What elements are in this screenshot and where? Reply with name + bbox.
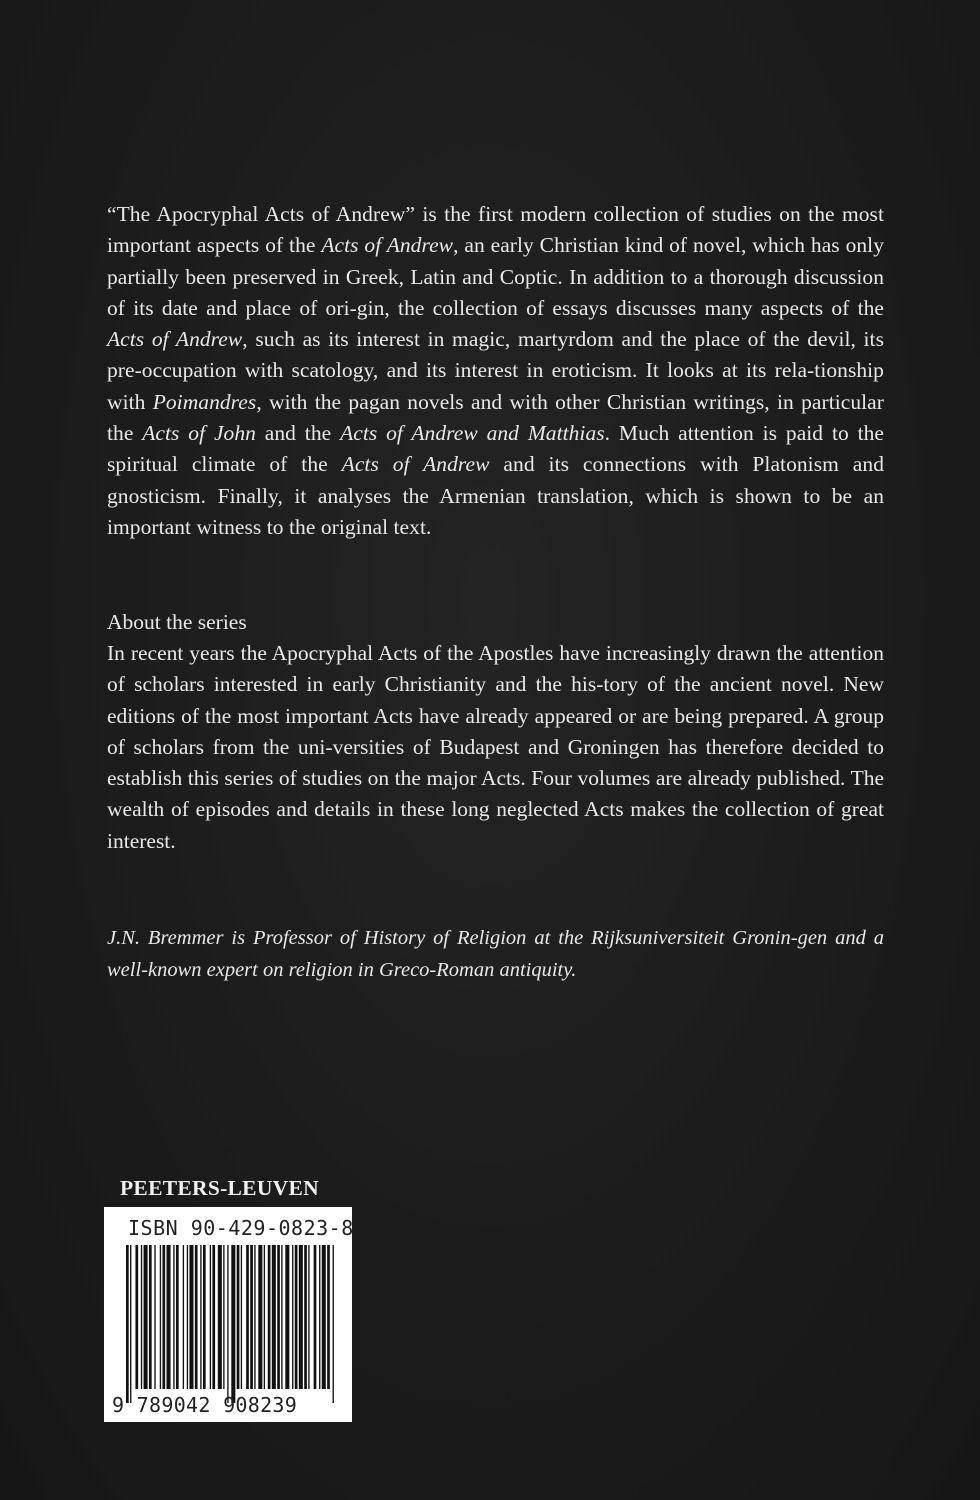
description-text: . Much attention is paid to the spiritual climate of the — [107, 421, 885, 477]
barcode-bar — [277, 1245, 280, 1389]
barcode-bar — [144, 1245, 148, 1389]
description-text: and the — [255, 421, 341, 446]
barcode-icon — [104, 1207, 352, 1422]
title-acts-of-andrew-and-matthias: Acts of Andrew and Matthias — [340, 421, 605, 446]
barcode-bar — [327, 1245, 330, 1389]
author-bio: J.N. Bremmer is Professor of History of Religion at the Rijksuniversiteit Gronin-gen and a well-known expert on religion in Greco-Roman antiquity. — [107, 927, 884, 981]
barcode-bar — [308, 1245, 309, 1389]
description-text: , such as its interest in magic, martyrdom and the place of the devil, its pre-occupation with scatology, and its interest in eroticism. It looks at its rela-tionship with — [107, 327, 885, 414]
barcode-bar — [154, 1245, 155, 1389]
barcode-bar — [295, 1245, 298, 1389]
barcode-bar — [167, 1245, 171, 1389]
barcode-bar — [299, 1245, 303, 1389]
barcode-bar — [246, 1245, 249, 1389]
barcode-bar — [254, 1245, 255, 1389]
barcode-bar — [319, 1245, 320, 1389]
barcode-bar — [223, 1245, 224, 1389]
description-text: , with the pagan novels and with other Christian writings, in particular the — [107, 389, 884, 446]
series-description: In recent years the Apocryphal Acts of the Apostles have increasingly drawn the attention of scholars interested in early Christianity and the his-tory of the ancient novel. New editions of the most important Acts have already appeared or are being prepared. A group of scholars from the uni-versities of Budapest and Groningen has therefore decided to establish this series of studies on the major Acts. Four volumes are already published. The wealth of episodes and details in these long neglected Acts makes the collection of great interest. — [107, 641, 884, 853]
barcode-bar — [176, 1245, 179, 1389]
book-description — [107, 199, 884, 543]
barcode-bar — [183, 1245, 184, 1389]
ean-number: 9 789042 908239 — [112, 1393, 298, 1417]
barcode-bar — [231, 1245, 235, 1403]
barcode-bar — [173, 1245, 174, 1389]
description-text: “The Apocryphal Acts of Andrew” is the first modern collection of studies on the most important aspects of the — [107, 202, 884, 258]
barcode-bar — [162, 1245, 165, 1389]
isbn-number: ISBN 90-429-0823-8 — [128, 1216, 354, 1240]
barcode-bar — [189, 1245, 193, 1389]
barcode-label — [104, 1207, 352, 1422]
title-acts-of-john: Acts of John — [142, 421, 256, 446]
barcode-bar — [292, 1245, 293, 1389]
barcode-bar — [160, 1245, 161, 1389]
barcode-bar — [218, 1245, 222, 1389]
barcode-bar — [250, 1245, 253, 1389]
title-acts-of-andrew: Acts of Andrew — [321, 233, 454, 258]
title-acts-of-andrew: Acts of Andrew — [107, 327, 243, 352]
description-paragraph — [107, 199, 884, 543]
barcode-bar — [314, 1245, 317, 1389]
description-text: and its connections with Platonism and gnosticism. Finally, it analyses the Armenian translation, which is shown to be an important witness to the original text. — [107, 452, 884, 539]
barcode-bar — [149, 1245, 152, 1389]
barcode-bar — [272, 1245, 276, 1389]
barcode-bar — [187, 1245, 188, 1389]
barcode-bar — [210, 1245, 211, 1389]
barcode-bar — [227, 1245, 228, 1403]
barcode-bar — [322, 1245, 326, 1389]
publisher-name: PEETERS-LEUVEN — [120, 1176, 319, 1200]
barcode-bar — [285, 1245, 289, 1389]
title-poimandres: Poimandres — [152, 389, 257, 414]
barcode-bar — [304, 1245, 307, 1389]
barcode-bar — [281, 1245, 282, 1389]
barcode-bar — [268, 1245, 271, 1389]
series-heading: About the series — [107, 610, 247, 634]
description-text: , an early Christian kind of novel, which has only partially been preserved in Greek, Latin and Coptic. In addition to a thorough discussion of its date and place of ori-gin, the collection of essays discusses many aspects of the — [107, 233, 884, 320]
barcode-bar — [237, 1245, 240, 1389]
barcode-bar — [258, 1245, 262, 1389]
barcode-bar — [203, 1245, 206, 1389]
barcode-bar — [200, 1245, 201, 1389]
barcode-bar — [130, 1245, 131, 1403]
barcode-bar — [135, 1245, 138, 1389]
barcode-bar — [212, 1245, 215, 1389]
barcode-bar — [126, 1245, 129, 1403]
title-acts-of-andrew: Acts of Andrew — [341, 452, 490, 477]
barcode-bar — [241, 1245, 242, 1389]
barcode-bar — [195, 1245, 198, 1389]
barcode-bar — [333, 1245, 334, 1403]
barcode-bar — [264, 1245, 265, 1389]
barcode-bar — [141, 1245, 142, 1389]
